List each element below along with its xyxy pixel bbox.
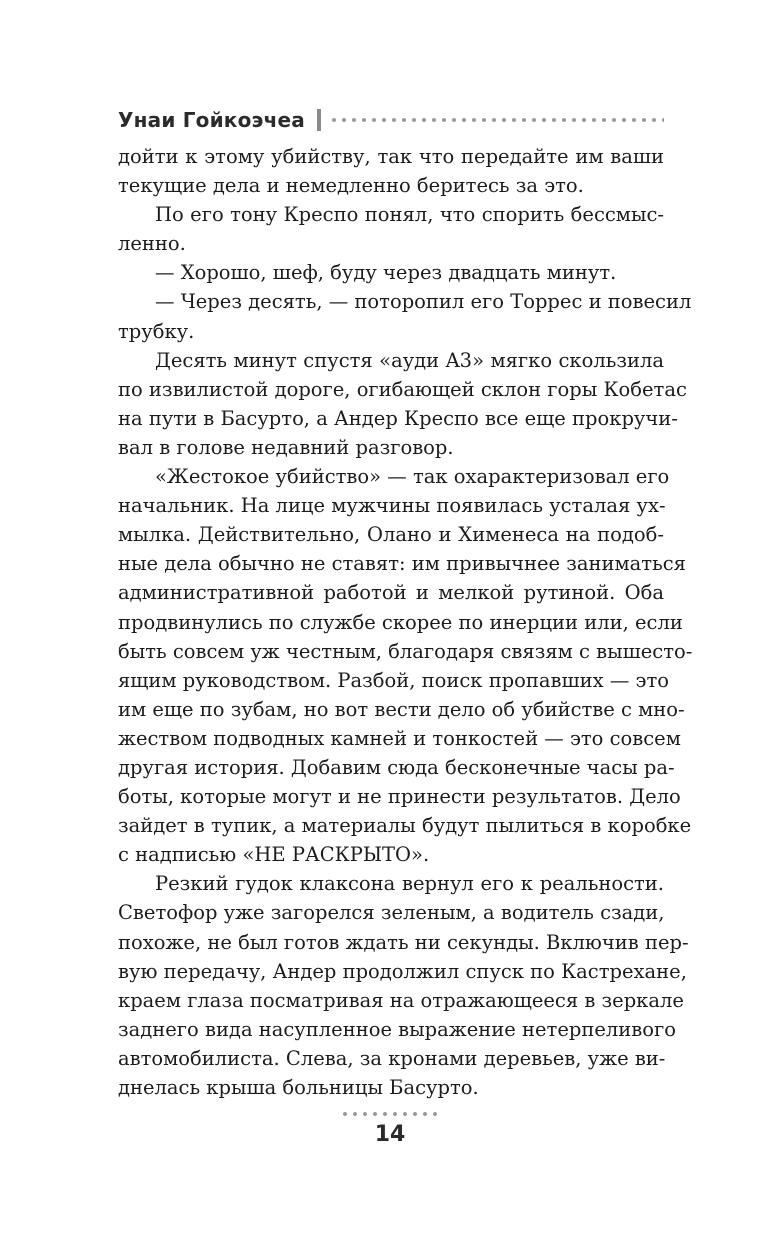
text-line: ленно. bbox=[118, 232, 186, 256]
text-line: — Хорошо, шеф, буду через двадцать минут. bbox=[155, 261, 617, 285]
text-line: административной работой и мелкой рутиной. Оба bbox=[118, 581, 664, 605]
text-line: с надписью «НЕ РАСКРЫТО». bbox=[118, 843, 430, 867]
text-line: краем глаза посматривая на отражающееся в зеркале bbox=[118, 988, 684, 1012]
text-line: Резкий гудок клаксона вернул его к реальности. bbox=[155, 872, 664, 896]
page-footer bbox=[338, 1112, 442, 1147]
text-line: ные дела обычно не ставят: им привычнее заниматься bbox=[118, 552, 686, 576]
running-head-bar bbox=[317, 109, 321, 131]
text-line: боты, которые могут и не принести результатов. Дело bbox=[118, 785, 681, 809]
text-line: днелась крыша больницы Басурто. bbox=[118, 1076, 479, 1099]
text-line: по извилистой дороге, огибающей склон горы Кобетас bbox=[118, 377, 687, 401]
text-line: продвинулись по службе скорее по инерции или, если bbox=[118, 610, 683, 634]
running-head bbox=[118, 106, 664, 134]
body-text bbox=[118, 142, 693, 1102]
page-number: 14 bbox=[374, 1122, 406, 1147]
text-line: дойти к этому убийству, так что передайте им ваши bbox=[118, 145, 664, 168]
text-line: быть совсем уж честным, благодаря связям с вышесто- bbox=[118, 639, 693, 663]
text-line: По его тону Креспо понял, что спорить бессмыс- bbox=[155, 203, 664, 227]
text-line: мылка. Действительно, Олано и Хименеса на подоб- bbox=[118, 523, 664, 547]
text-line: Десять минут спустя «ауди A3» мягко скользила bbox=[155, 348, 664, 372]
text-line: похоже, не был готов ждать ни секунды. Включив пер- bbox=[118, 930, 689, 954]
text-line: зайдет в тупик, а материалы будут пылиться в коробке bbox=[118, 814, 692, 838]
text-line: начальник. На лице мужчины появилась усталая ух- bbox=[118, 494, 666, 518]
running-head-author: Унаи Гойкоэчеа bbox=[118, 108, 305, 132]
text-line: жеством подводных камней и тонкостей — это совсем bbox=[118, 726, 681, 750]
text-line: другая история. Добавим сюда бесконечные часы ра- bbox=[118, 755, 675, 779]
text-line: — Через десять, — поторопил его Торрес и повесил bbox=[155, 290, 692, 314]
text-line: «Жестокое убийство» — так охарактеризовал его bbox=[155, 465, 670, 489]
text-line: вал в голове недавний разговор. bbox=[118, 435, 454, 459]
text-line: на пути в Басурто, а Андер Креспо все еще прокручи- bbox=[118, 406, 678, 430]
text-line: вую передачу, Андер продолжил спуск по Кастрехане, bbox=[118, 959, 687, 983]
text-line: трубку. bbox=[118, 319, 195, 343]
text-line: заднего вида насупленное выражение нетерпеливого bbox=[118, 1017, 676, 1041]
text-line: ящим руководством. Разбой, поиск пропавших — это bbox=[118, 668, 669, 692]
footer-dotted-rule bbox=[340, 1112, 440, 1116]
text-line: текущие дела и немедленно беритесь за это. bbox=[118, 174, 584, 198]
text-line: им еще по зубам, но вот вести дело об убийстве с мно- bbox=[118, 697, 685, 721]
text-line: автомобилиста. Слева, за кронами деревьев, уже ви- bbox=[118, 1046, 666, 1070]
running-head-dotted-rule bbox=[329, 118, 664, 122]
text-line: Светофор уже загорелся зеленым, а водитель сзади, bbox=[118, 901, 665, 925]
